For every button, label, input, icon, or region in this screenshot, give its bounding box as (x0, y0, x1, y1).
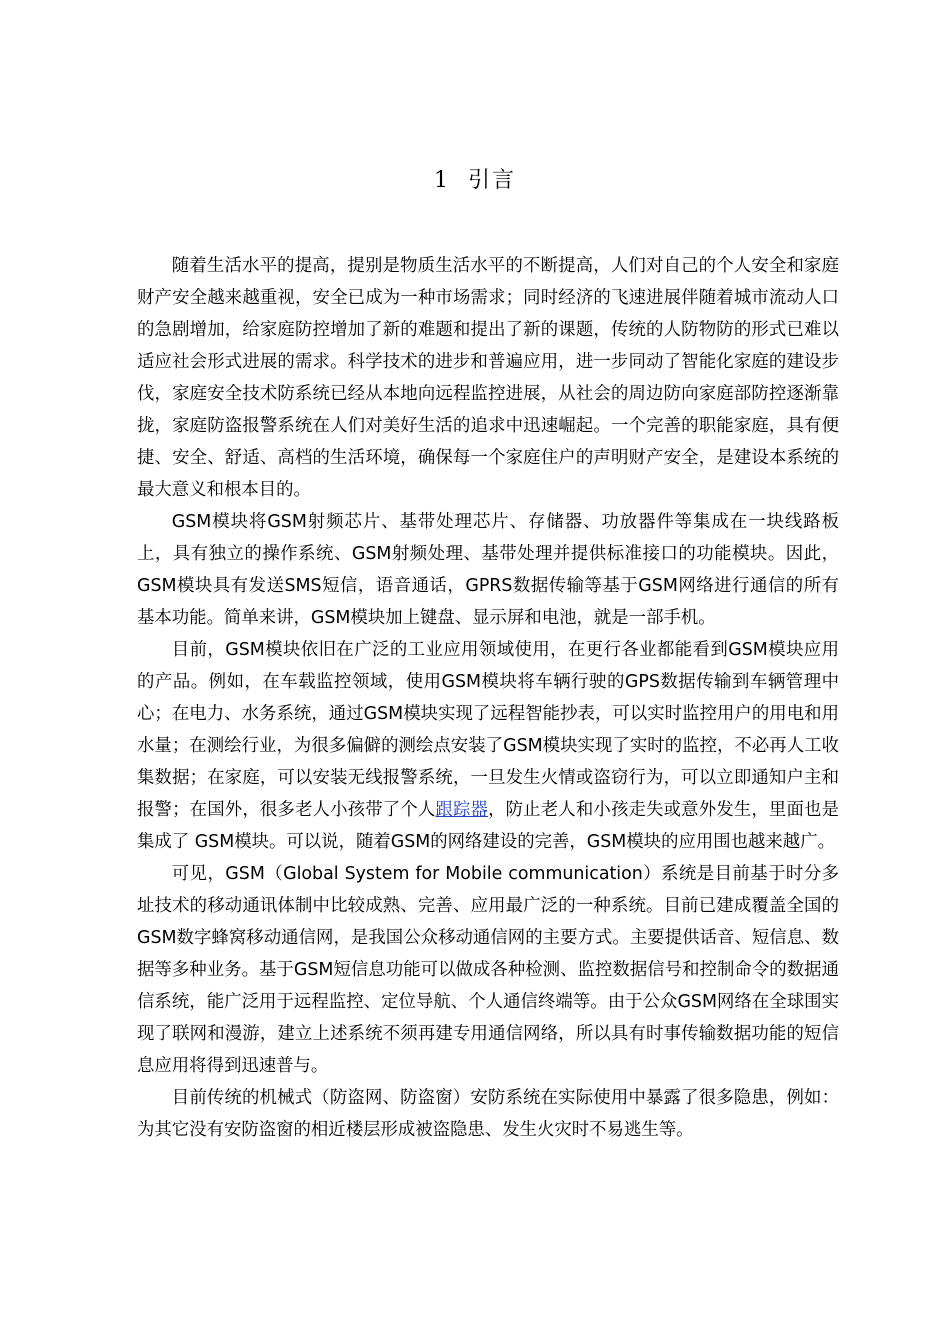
chapter-heading (0, 166, 950, 196)
tracker-link[interactable]: 跟踪器 (435, 800, 489, 820)
paragraph-4: 可见，GSM（Global System for Mobile communication）系统是目前基于时分多址技术的移动通讯体制中比较成熟、完善、应用最广泛的一种系统。目前已建成覆盖全国的GSM数字蜂窝移动通信网，是我国公众移动通信网的主要方式。主要提供话音、短信息、数据等多种业务。基于GSM短信息功能可以做成各种检测、监控数据信号和控制命令的数据通信系统，能广泛用于远程监控、定位导航、个人通信终端等。由于公众GSM网络在全球围实现了联网和漫游，建立上述系统不须再建专用通信网络，所以具有时事传输数据功能的短信息应用将得到迅速普与。 (137, 864, 839, 1076)
chapter-title: 引言 (467, 168, 516, 193)
paragraph-1: 随着生活水平的提高，提别是物质生活水平的不断提高，人们对自己的个人安全和家庭财产安全越来越重视，安全已成为一种市场需求；同时经济的飞速进展伴随着城市流动人口的急剧增加，给家庭防控增加了新的难题和提出了新的课题，传统的人防物防的形式已难以适应社会形式进展的需求。科学技术的进步和普遍应用，进一步同动了智能化家庭的建设步伐，家庭安全技术防系统已经从本地向远程监控进展，从社会的周边防向家庭部防控逐渐靠拢，家庭防盗报警系统在人们对美好生活的追求中迅速崛起。一个完善的职能家庭，具有便捷、安全、舒适、高档的生活环境，确保每一个家庭住户的声明财产安全，是建设本系统的最大意义和根本目的。 (137, 256, 839, 500)
paragraph-3-text-before-link: 目前，GSM模块依旧在广泛的工业应用领域使用，在更行各业都能看到GSM模块应用的产品。例如，在车载监控领域，使用GSM模块将车辆行驶的GPS数据传输到车辆管理中心；在电力、水务系统，通过GSM模块实现了远程智能抄表，可以实时监控用户的用电和用水量；在测绘行业，为很多偏僻的测绘点安装了GSM模块实现了实时的监控，不必再人工收集数据；在家庭，可以安装无线报警系统，一旦发生火情或盗窃行为，可以立即通知户主和报警；在国外，很多老人小孩带了个人 (137, 640, 839, 820)
paragraph-5: 目前传统的机械式（防盗网、防盗窗）安防系统在实际使用中暴露了很多隐患，例如：为其它没有安防盗窗的相近楼层形成被盗隐患、发生火灾时不易逃生等。 (137, 1088, 839, 1140)
paragraph-3-text-after-link: ，防止老人和小孩走失或意外发生，里面也是集成了 GSM模块。可以说，随着GSM的网络建设的完善，GSM模块的应用围也越来越广。 (137, 800, 839, 852)
chapter-number: 1 (433, 168, 450, 193)
paragraph-3 (137, 634, 839, 858)
document-body (137, 250, 839, 1146)
paragraph-2: GSM模块将GSM射频芯片、基带处理芯片、存储器、功放器件等集成在一块线路板上，具有独立的操作系统、GSM射频处理、基带处理并提供标准接口的功能模块。因此，GSM模块具有发送SMS短信，语音通话，GPRS数据传输等基于GSM网络进行通信的所有基本功能。简单来讲，GSM模块加上键盘、显示屏和电池，就是一部手机。 (137, 512, 839, 628)
